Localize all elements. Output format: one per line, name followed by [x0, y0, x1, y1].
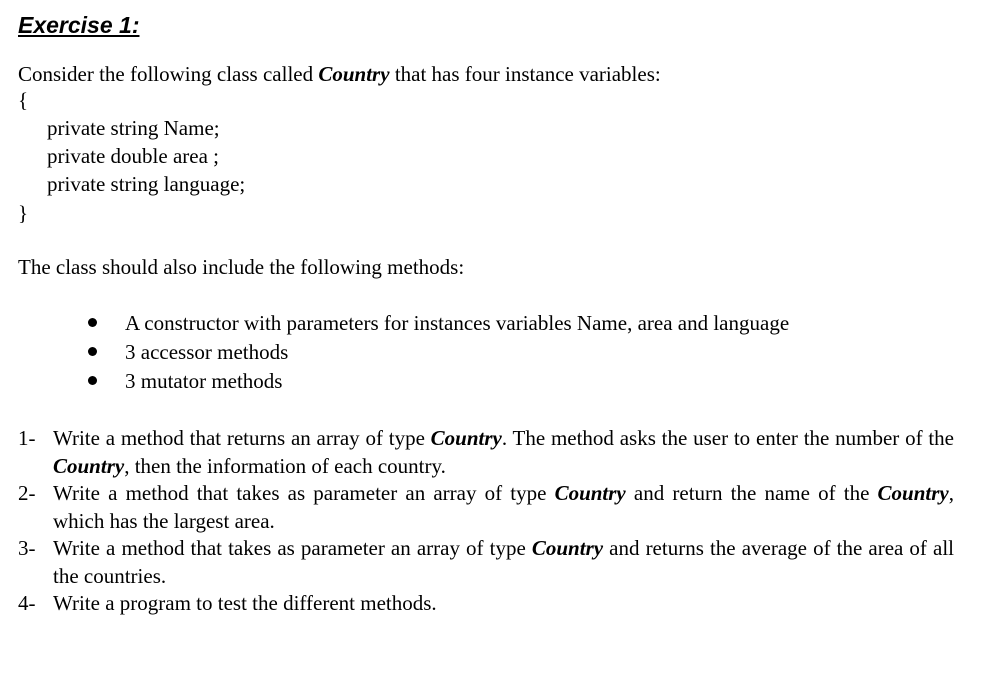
task-text: Write a method that takes as parameter an array of type — [53, 481, 555, 505]
class-name-country: Country — [554, 481, 626, 505]
task-item-4 — [18, 590, 954, 618]
task-item-1 — [18, 425, 954, 480]
task-text: Write a program to test the different methods. — [53, 591, 437, 615]
task-text: Write a method that takes as parameter an array of type — [53, 536, 532, 560]
intro-paragraph — [18, 61, 661, 88]
task-item-3 — [18, 535, 954, 590]
bullet-text: 3 mutator methods — [125, 369, 283, 393]
variable-line-language: private string language; — [47, 172, 246, 196]
intro-text-after: that has four instance variables: — [389, 62, 661, 86]
task-text: , then the information of each country. — [124, 453, 446, 478]
task-text: and return the name of the — [625, 481, 878, 505]
bullet-icon — [88, 318, 97, 327]
bullet-icon — [88, 347, 97, 356]
methods-bullet-list — [88, 310, 789, 397]
bullet-icon — [88, 376, 97, 385]
task-number: 1- — [18, 426, 36, 450]
task-text: . The method asks the user to enter the number of the — [501, 426, 954, 450]
task-item-2 — [18, 480, 954, 535]
class-name-country: Country — [430, 426, 502, 450]
task-text: , which has the largest area. — [53, 481, 954, 533]
close-brace: } — [18, 201, 29, 225]
instance-variables-block — [47, 115, 245, 199]
class-name-country: Country — [877, 481, 949, 505]
variable-line-name: private string Name; — [47, 116, 220, 140]
task-number: 4- — [18, 591, 36, 615]
bullet-item — [88, 310, 789, 339]
task-text: and returns the average of the area of all the countries. — [53, 536, 954, 588]
open-brace: { — [18, 88, 29, 112]
class-name-country: Country — [53, 453, 125, 478]
class-name-country: Country — [318, 62, 390, 86]
task-number: 3- — [18, 536, 36, 560]
task-list — [18, 425, 954, 618]
methods-intro: The class should also include the following methods: — [18, 255, 465, 279]
bullet-text: 3 accessor methods — [125, 340, 289, 364]
bullet-item — [88, 339, 789, 368]
task-text: Write a method that returns an array of type — [53, 426, 431, 450]
intro-text-before: Consider the following class called — [18, 62, 319, 86]
class-name-country: Country — [531, 536, 604, 560]
bullet-item — [88, 368, 789, 397]
bullet-text: A constructor with parameters for instances variables Name, area and language — [125, 311, 790, 335]
variable-line-area: private double area ; — [47, 144, 219, 168]
exercise-title: Exercise 1: — [18, 12, 140, 38]
task-number: 2- — [18, 481, 36, 505]
